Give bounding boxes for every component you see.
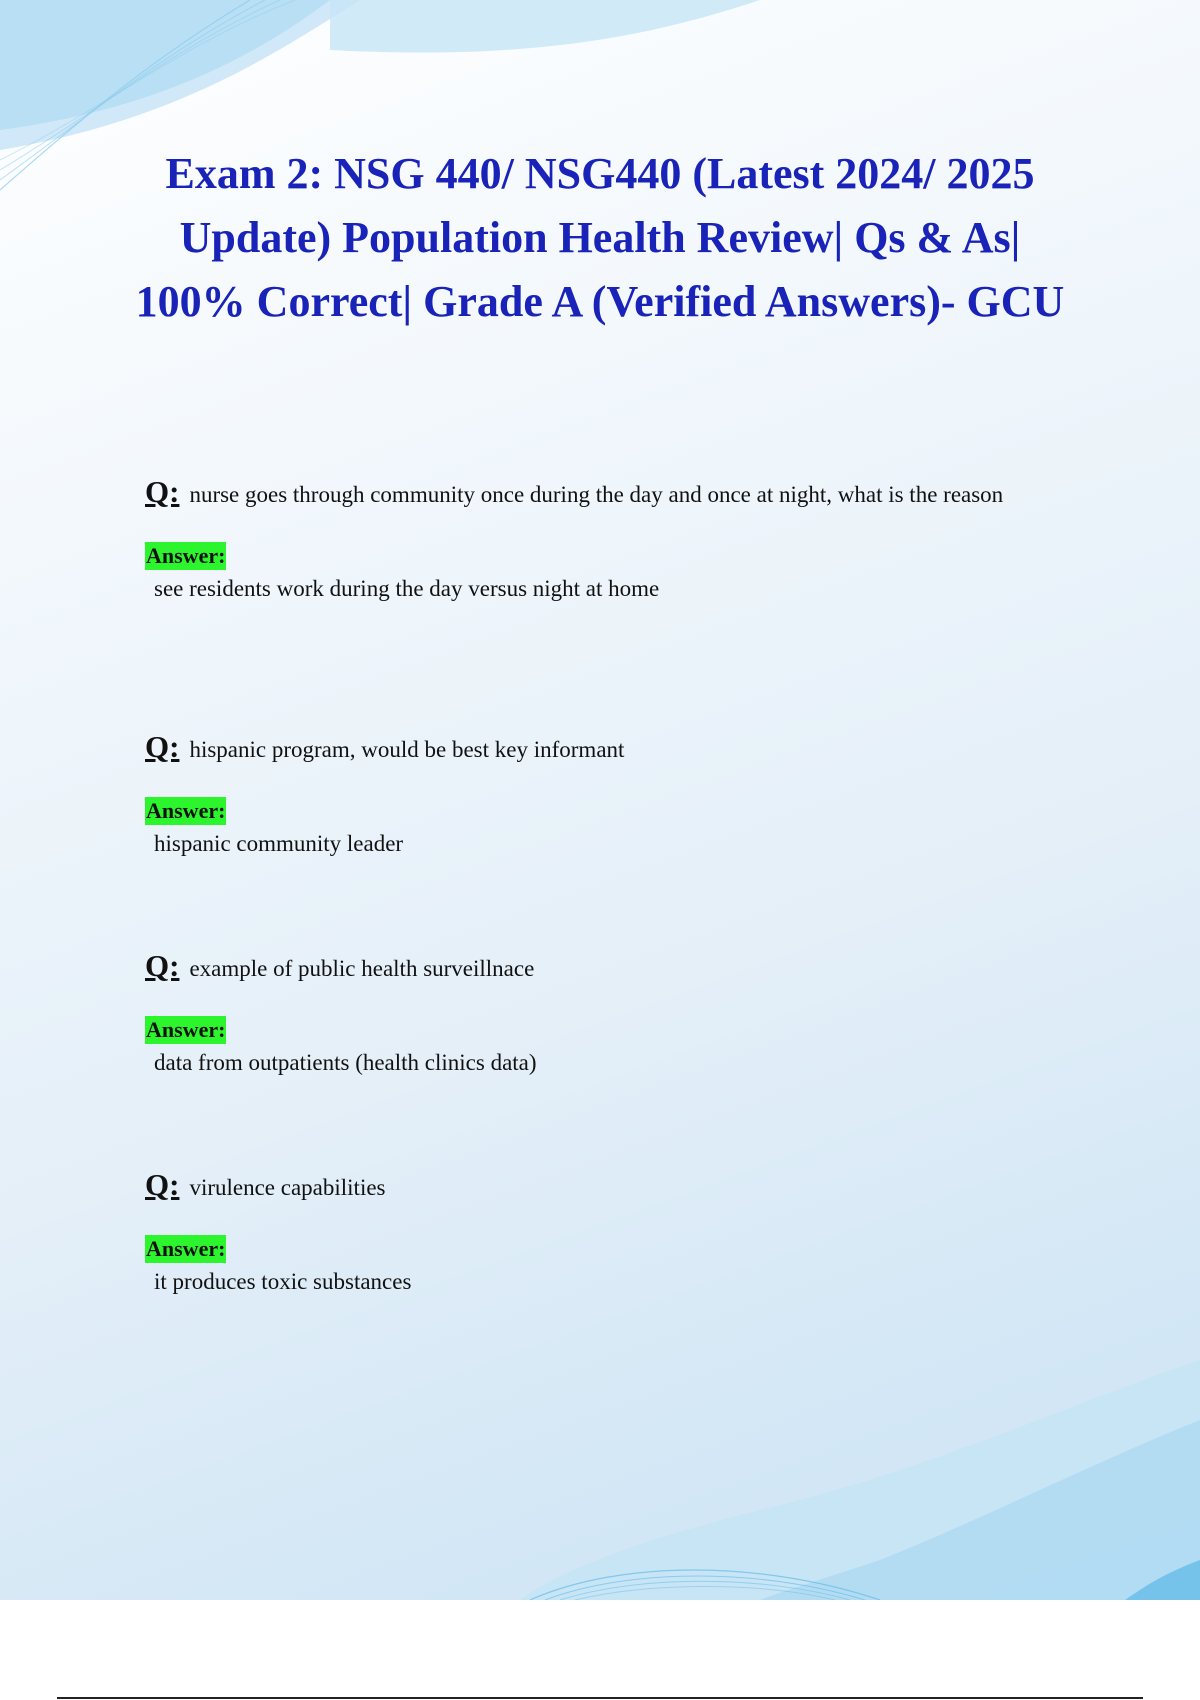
answer-text: see residents work during the day versus night at home xyxy=(154,576,660,601)
question-line xyxy=(145,947,1085,988)
document-title: Exam 2: NSG 440/ NSG440 (Latest 2024/ 2025 Update) Population Health Review| Qs & As| 100% Correct| Grade A (Verified Answers)- GCU xyxy=(135,149,1065,326)
qa-item xyxy=(145,947,1085,1078)
footer-rule xyxy=(57,1697,1143,1699)
question-text: hispanic program, would be best key informant xyxy=(189,737,625,762)
question-line xyxy=(145,473,1085,514)
question-label: Q: xyxy=(145,474,180,509)
answer-label: Answer: xyxy=(146,798,226,823)
qa-item xyxy=(145,473,1085,604)
question-label: Q: xyxy=(145,1167,180,1202)
question-line xyxy=(145,1166,1085,1207)
question-label: Q: xyxy=(145,948,180,983)
question-text: nurse goes through community once during the day and once at night, what is the reason xyxy=(189,482,1004,507)
answer-label: Answer: xyxy=(146,543,226,568)
answer-text: data from outpatients (health clinics data) xyxy=(154,1050,537,1075)
question-text: example of public health surveillnace xyxy=(189,956,535,981)
answer-text: hispanic community leader xyxy=(154,831,404,856)
qa-item xyxy=(145,1166,1085,1297)
answer-label: Answer: xyxy=(146,1017,226,1042)
question-label: Q: xyxy=(145,729,180,764)
qa-item xyxy=(145,728,1085,859)
question-line xyxy=(145,728,1085,769)
answer-text: it produces toxic substances xyxy=(154,1269,412,1294)
answer-label: Answer: xyxy=(146,1236,226,1261)
question-text: virulence capabilities xyxy=(189,1175,386,1200)
